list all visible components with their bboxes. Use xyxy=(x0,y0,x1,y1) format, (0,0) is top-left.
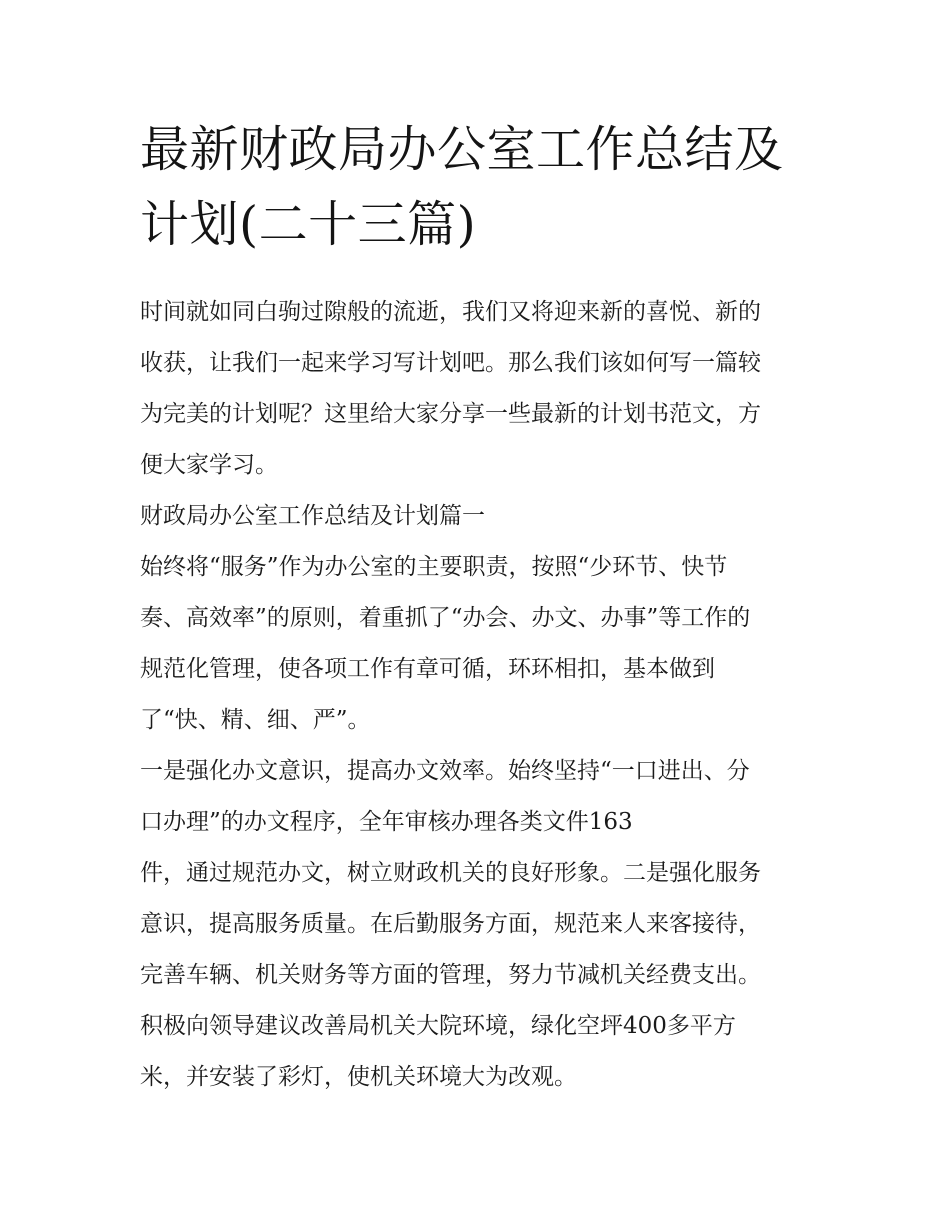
title-line-1: 最新财政局办公室工作总结及 xyxy=(140,121,784,178)
document-title xyxy=(140,112,820,262)
body-line-11: 口办理”的办文程序，全年审核办理各类文件163 xyxy=(140,809,633,835)
body-line-13: 意识，提高服务质量。在后勤服务方面，规范来人来客接待， xyxy=(140,911,761,937)
body-line-14: 完善车辆、机关财务等方面的管理，努力节减机关经费支出。 xyxy=(140,962,761,988)
body-line-16: 米，并安装了彩灯，使机关环境大为改观。 xyxy=(140,1064,577,1090)
section-heading: 财政局办公室工作总结及计划篇一 xyxy=(140,503,485,529)
title-line-2: 计划(二十三篇) xyxy=(140,196,477,253)
body-line-12: 件，通过规范办文，树立财政机关的良好形象。二是强化服务 xyxy=(140,860,761,886)
body-line-4: 便大家学习。 xyxy=(140,452,278,478)
body-line-1: 时间就如同白驹过隙般的流逝，我们又将迎来新的喜悦、新的 xyxy=(140,299,761,325)
body-line-2: 收获，让我们一起来学习写计划吧。那么我们该如何写一篇较 xyxy=(140,350,761,376)
body-line-7: 奏、高效率”的原则，着重抓了“办会、办文、办事”等工作的 xyxy=(140,605,751,631)
document-content xyxy=(140,112,820,1103)
body-line-6: 始终将“服务”作为办公室的主要职责，按照“少环节、快节 xyxy=(140,554,728,580)
body-line-15: 积极向领导建议改善局机关大院环境，绿化空坪400多平方 xyxy=(140,1013,736,1039)
body-line-10: 一是强化办文意识，提高办文效率。始终坚持“一口进出、分 xyxy=(140,758,750,784)
body-line-8: 规范化管理，使各项工作有章可循，环环相扣，基本做到 xyxy=(140,656,715,682)
body-line-9: 了“快、精、细、严”。 xyxy=(140,707,371,733)
body-line-3: 为完美的计划呢？这里给大家分享一些最新的计划书范文，方 xyxy=(140,401,761,427)
document-body xyxy=(140,287,820,1103)
